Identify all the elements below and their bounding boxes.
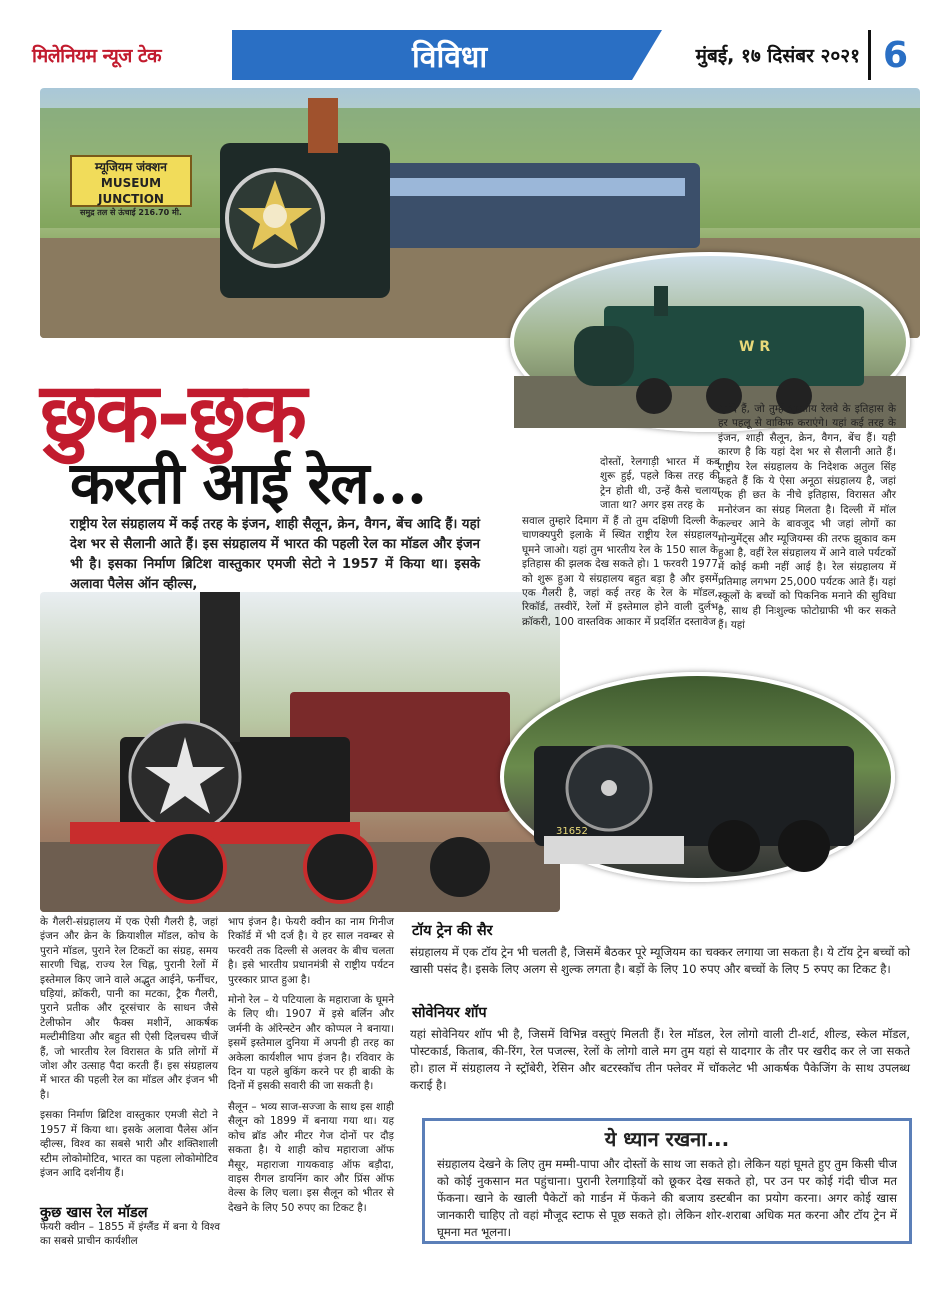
toy-train-text: संग्रहालय में एक टॉय ट्रेन भी चलती है, जिसमें बैठकर पूरे म्यूजियम का चक्कर लगाया जा सकता है। ये टॉय ट्रेन बच्चों को खासी पसंद है। इसके लिए अलग से शुल्क लगता है। बड़ों के लिए 10 रुपए और बच्चों के लिए 5 रुपए का टिकट है। [410, 945, 910, 976]
models-heading: कुछ खास रेल मॉडल [40, 1205, 148, 1221]
sign-altitude: समुद्र तल से ऊंचाई 216.70 मी. [80, 208, 182, 217]
engine-number: 31652 [556, 826, 588, 837]
souvenir-text: यहां सोवेनियर शॉप भी है, जिसमें विभिन्न वस्तुएं मिलती हैं। रेल मॉडल, रेल लोगो वाली टी-शर्ट, शील्ड, स्केल मॉडल, पोस्टकार्ड, किताब, की-रिंग, रेल पजल्स, रेलों के लोगो वाले मग तुम यहां से यादगार के तौर पर खरीद कर ले जा सकते हो। हाल में संग्रहालय ने स्ट्रॉबेरी, रेसिन और बटरस्कॉच तीन फ्लेवर में चॉकलेट भी आकर्षक पैकेजिंग के साथ उपलब्ध कराई है। [410, 1027, 910, 1092]
souvenir-heading: सोवेनियर शॉप [412, 1005, 487, 1021]
advice-text: संग्रहालय देखने के लिए तुम मम्मी-पापा और दोस्तों के साथ जा सकते हो। लेकिन यहां घूमते हुए तुम किसी चीज को कोई नुकसान मत पहुंचाना। पुरानी रेलगाड़ियों को छूकर देख सकते हो, पर उन पर कोई गंदी चीज मत फेंकना। खाने के खाली पैकेटों को गार्डन में फेंकने की बजाय डस्टबीन का प्रयोग करना। अगर कोई खास जानकारी चाहिए तो वहां मौजूद स्टाफ से पूछ सकते हो। लेकिन शोर-शराबा अधिक मत करना और टॉय ट्रेन में घूमना मत भूलना। [437, 1157, 897, 1239]
fairy-queen-text: भाप इंजन है। फेयरी क्वीन का नाम गिनीज रिकॉर्ड में भी दर्ज है। ये हर साल नवम्बर से फरवरी तक दिल्ली से अलवर के बीच चलता है। इसे भारतीय प्रधानमंत्री से राष्ट्रीय पर्यटन पुरस्कार प्राप्त हुआ है। [228, 916, 394, 986]
models-intro: फेयरी क्वीन – 1855 में इंग्लैंड में बना ये विश्व का सबसे प्राचीन कार्यशील [40, 1221, 220, 1248]
models-column [228, 915, 394, 1215]
gallery-text: के गैलरी-संग्रहालय में एक ऐसी गैलरी है, जहां इंजन और क्रेन के क्रियाशील मॉडल, कोच के पुराने मॉडल, पुराने रेल टिकटों का संग्रह, समय सारणी चिह्न, राज्य रेल चिह्न, पुरानी रेलों में इस्तेमाल किए जाने वाले अद्भुत आईने, फर्नीचर, घड़ियां, क्रॉकरी, पानी का मटका, ट्रैक गैलरी, पुराने प्रतीक और दूरसंचार के साधन जैसे टेलीफोन और फैक्स मशीनें, आकर्षक मल्टीमीडिया और बहुत सी ऐसी दिलचस्प चीजें हैं, जो भारतीय रेल विरासत के प्रति लोगों में जोश और उत्साह पैदा करती हैं। इस संग्रहालय में भारत की पहली रेल का मॉडल और इंजन भी है। [40, 916, 218, 1101]
page-number: 6 [868, 30, 920, 80]
column-b-text: सवाल तुम्हारे दिमाग में हैं तो तुम दक्षिणी दिल्ली के चाणक्यपुरी इलाके में स्थित राष्ट्रीय रेल संग्रहालय घूमने जाओ। यहां तुम भारतीय रेल के 150 साल के इतिहास की झलक देख सकते हो। 1 फरवरी 1977 को शुरू हुआ ये संग्रहालय बहुत बड़ा है और इसमें एक गैलरी है, जहां कई तरह के रेल के मॉडल, रिकॉर्ड, तस्वीरें, रेलों में इस्तेमाल होने वाली दुर्लभ क्रॉकरी, 100 वास्तविक आकार में प्रदर्शित दस्तावेज [522, 515, 718, 628]
black-locomotive [504, 676, 891, 878]
issue-date: मुंबई, १७ दिसंबर २०२१ [695, 45, 860, 67]
intro-paragraph: राष्ट्रीय रेल संग्रहालय में कई तरह के इंजन, शाही सैलून, क्रेन, वैगन, बेंच आदि हैं। यहां देश भर से सैलानी आते हैं। इस संग्रहालय में भारत की पहली रेल का मॉडल और इंजन भी है। इसका निर्माण ब्रिटिश वास्तुकार एमजी सेटो ने 1957 में किया था। इसके अलावा पैलेस ऑन व्हील्स, [70, 517, 480, 592]
saloon-text: सैलून – भव्य साज-सज्जा के साथ इस शाही सैलून को 1899 में बनाया गया था। यह कोच ब्रॉड और मीटर गेज दोनों पर दौड़ सकता है। ये शाही कोच महाराजा ऑफ मैसूर, महाराजा गायकवाड़ ऑफ बड़ौदा, वाइस रीगल डायनिंग कार और प्रिंस ऑफ वेल्स के लिए चला। इस सैलून को भीतर से देखने के लिए 50 रुपए का टिकट है। [228, 1100, 394, 1214]
section-title: विविधा [232, 30, 632, 80]
column-c-text: आदि हैं, जो तुम्हें भारतीय रेलवे के इतिहास के हर पहलू से वाकिफ कराएंगे। यहां कई तरह के इंजन, शाही सैलून, क्रेन, वैगन, बेंच हैं। यही कारण है कि यहां देश भर से सैलानी आते हैं। राष्ट्रीय रेल संग्रहालय के निदेशक अतुल सिंह कहते हैं कि ये ऐसा अनूठा संग्रहालय है, जहां एक ही छत के नीचे इतिहास, विरासत और मनोरंजन का संग्रह मिलता है। दिल्ली में मॉल कल्चर आने के बावजूद भी जहां लोगों का मोन्युमेंट्स और म्यूजियम्स की तरफ झुकाव कम हुआ है, वहीं रेल संग्रहालय में आने वाले पर्यटकों में कोई कमी नहीं आई है। रेल संग्रहालय में प्रतिमाह लगभग 25,000 पर्यटक आते हैं। यहां स्कूलों के बच्चों को पिकनिक मनाने की सुविधा है, साथ ही निःशुल्क फोटोग्राफी भी कर सकते हैं। यहां [718, 403, 896, 632]
gallery-text-continued: इसका निर्माण ब्रिटिश वास्तुकार एमजी सेटो ने 1957 में किया था। इसके अलावा पैलेस ऑन व्हील्स, विश्व का सबसे भारी और शक्तिशाली स्टीम लोकोमोटिव, भारत का पहला लोकोमोटिव इंजन आदि दर्शनीय हैं। [40, 1109, 218, 1179]
red-locomotive [40, 592, 560, 912]
headline-line-2: करती आई रेल... [70, 449, 427, 517]
column-a-text: दोस्तों, रेलगाड़ी भारत में कब शुरू हुई, पहले किस तरह की ट्रेन होती थी, उन्हें कैसे चलाया जाता था? अगर इस तरह के [600, 456, 720, 512]
advice-title: ये ध्यान रखना... [604, 1127, 730, 1151]
gallery-column [40, 915, 218, 1180]
museum-junction-sign [70, 155, 192, 217]
brand-name: मिलेनियम न्यूज टेक [32, 45, 162, 67]
mono-rail-text: मोनो रेल – ये पटियाला के महाराजा के घूमने के लिए थी। 1907 में इसे बर्लिन और जर्मनी के ऑरेन्स्टेन और कोप्पल ने बनाया। इसमें इस्तेमाल दुनिया में अपनी ही तरह का अकेला कार्यशील भाप इंजन है। रविवार के दिन या पहले बुकिंग करने पर ही बाकी के दिनों में इसकी सवारी की जा सकती है। [228, 994, 394, 1093]
red-locomotive-photo [40, 592, 560, 912]
advice-box [422, 1118, 912, 1244]
headline-line-1: छुक-छुक [40, 365, 305, 461]
sign-hindi: म्यूजियम जंक्शन [95, 160, 167, 174]
sign-english: MUSEUM JUNCTION [98, 176, 164, 206]
black-locomotive-photo [500, 672, 895, 882]
toy-train-heading: टॉय ट्रेन की सैर [412, 923, 493, 939]
wr-label: W R [739, 339, 771, 355]
